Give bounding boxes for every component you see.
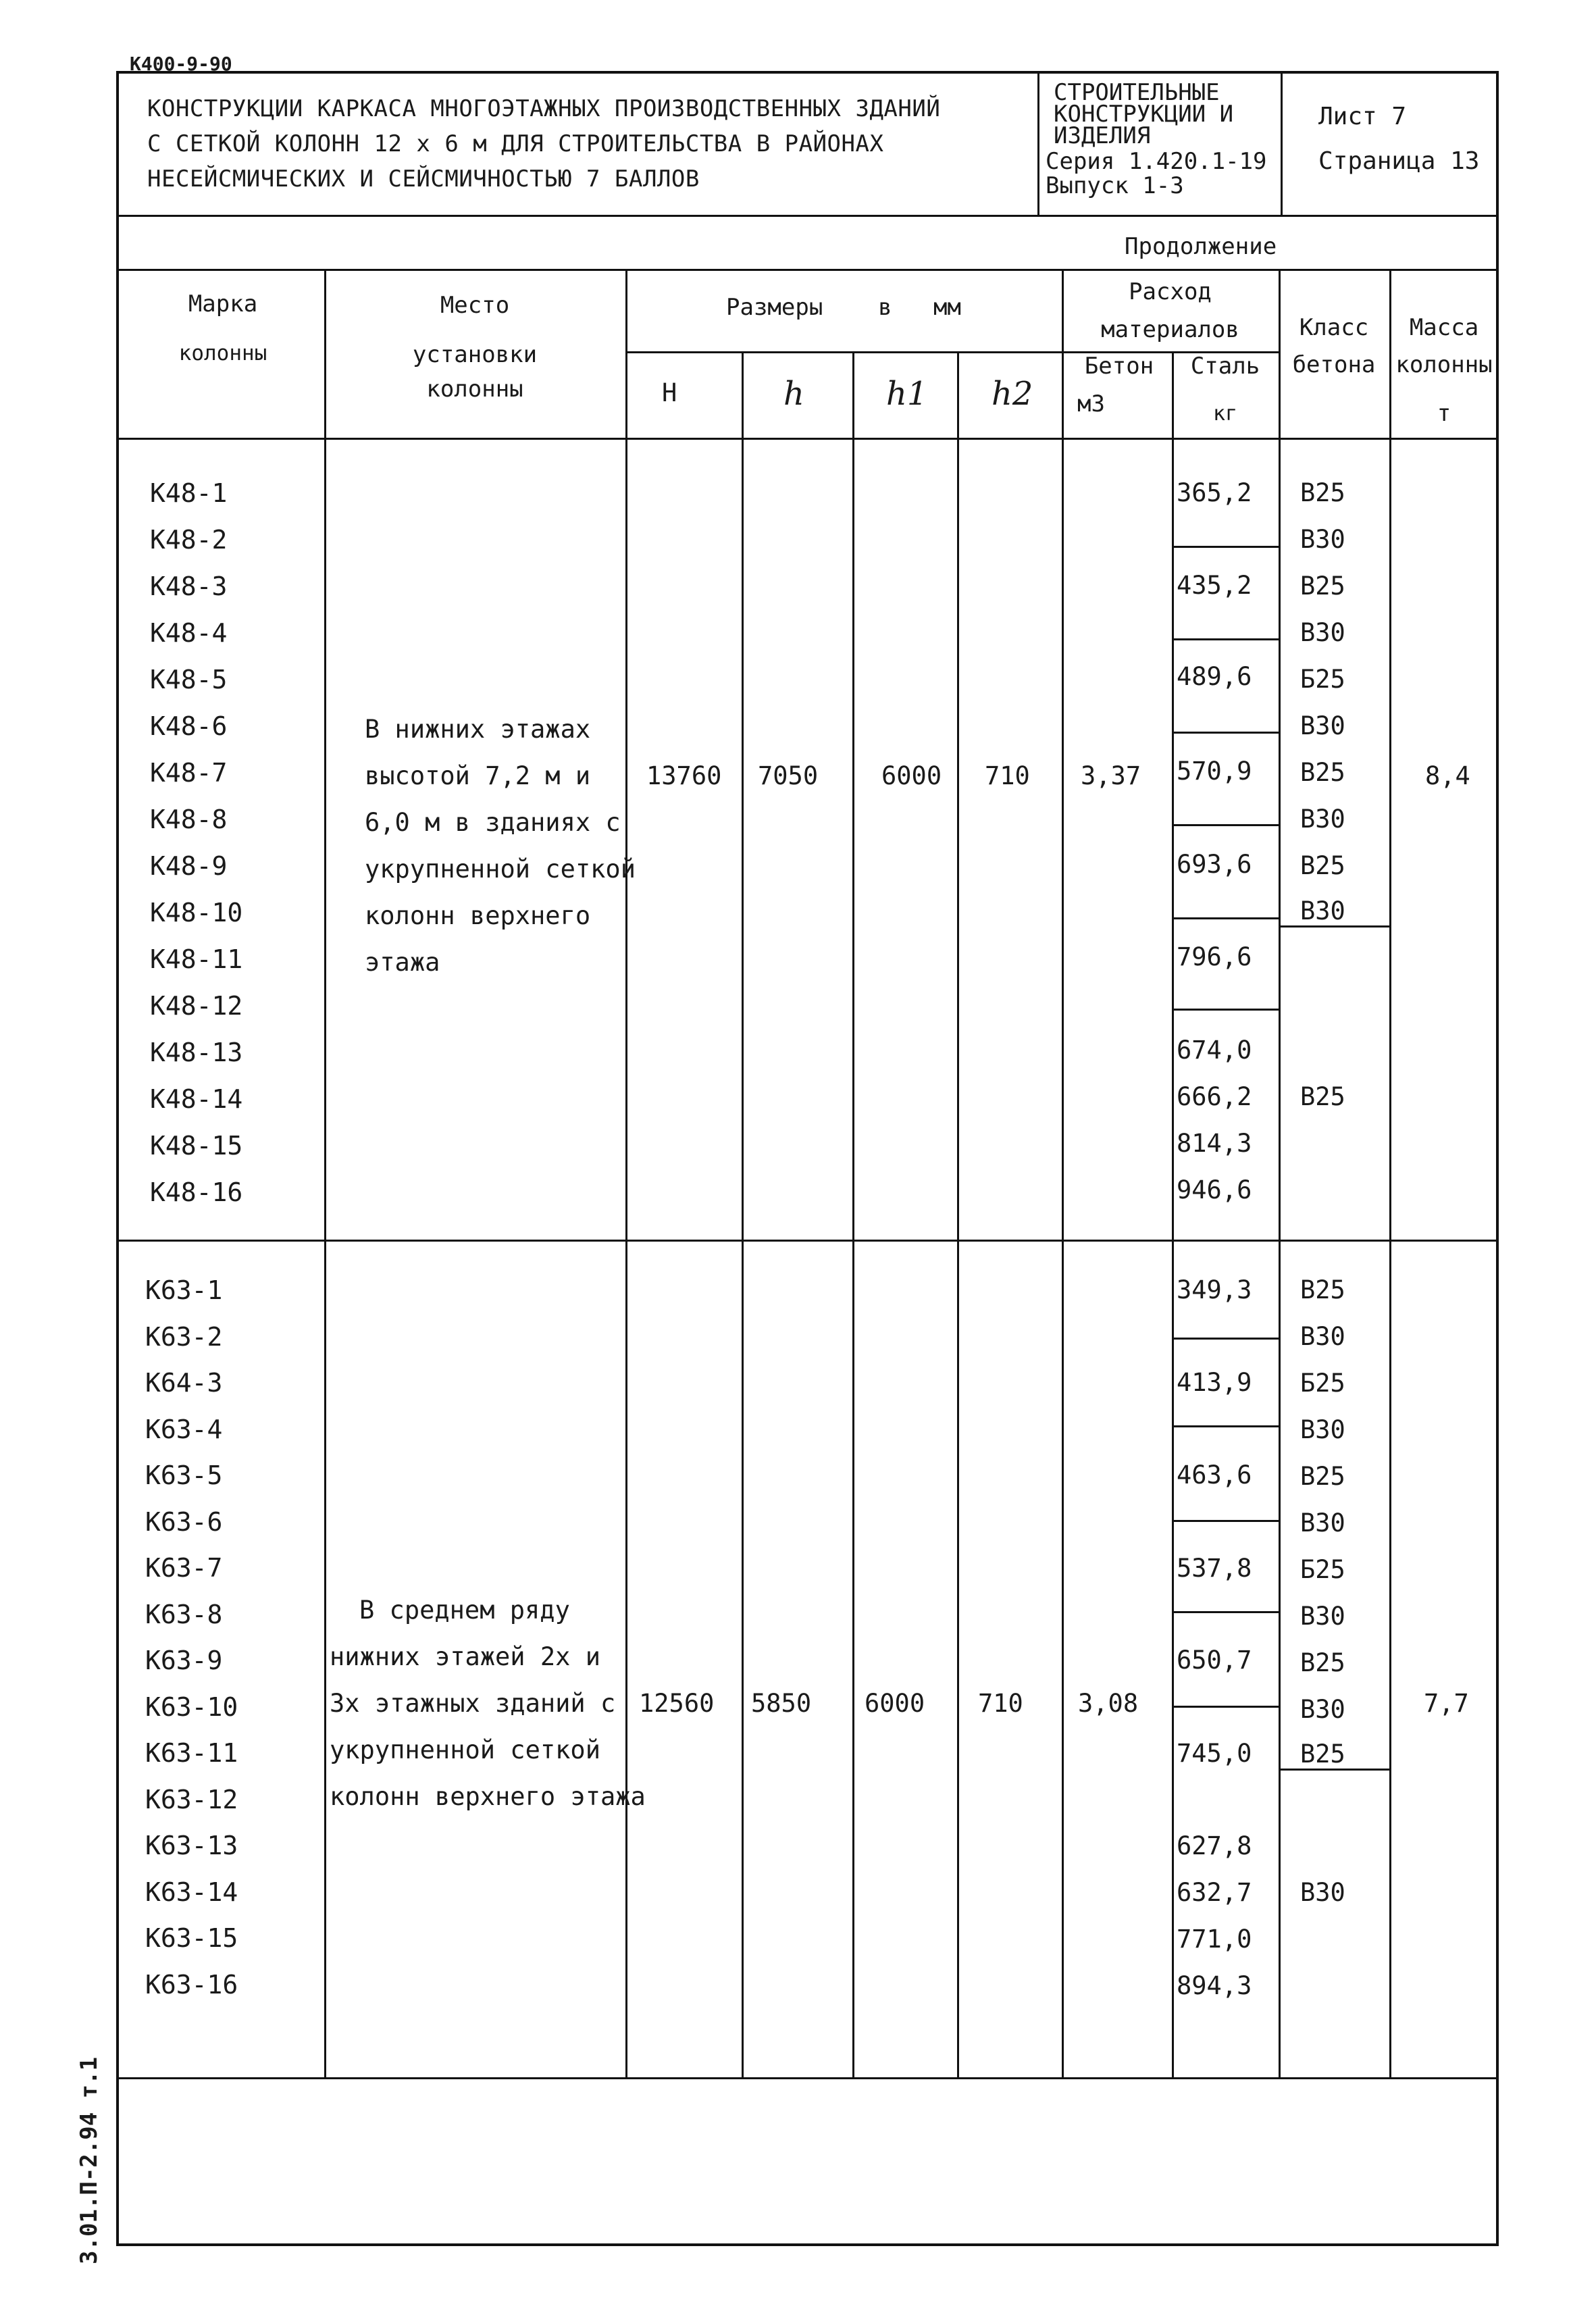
class-value: Б25 xyxy=(1300,665,1345,694)
page-label: Страница 13 xyxy=(1318,147,1480,175)
series-number: Серия 1.420.1-19 xyxy=(1046,148,1267,175)
header-steel-1: Сталь xyxy=(1190,353,1260,380)
column-mark: К63-10 xyxy=(145,1692,238,1722)
col-line-1 xyxy=(324,269,326,2077)
col-line-4 xyxy=(852,353,854,2077)
class-value: В30 xyxy=(1300,1695,1345,1724)
column-mark: К63-14 xyxy=(145,1877,238,1907)
header-h2: h2 xyxy=(992,375,1033,413)
group-1-mass: 8,4 xyxy=(1425,761,1470,790)
continuation-label: Продолжение xyxy=(1125,233,1277,260)
header-bottom-line xyxy=(116,438,1499,440)
document-code: К400-9-90 xyxy=(130,53,232,75)
steel-divider xyxy=(1172,732,1279,734)
class-value: В30 xyxy=(1300,1602,1345,1631)
column-mark: К48-7 xyxy=(150,758,228,788)
class-value: В25 xyxy=(1300,1648,1345,1677)
series-line-1: СТРОИТЕЛЬНЫЕ xyxy=(1054,79,1220,106)
steel-divider xyxy=(1172,1520,1279,1522)
col-line-8 xyxy=(1279,269,1281,2077)
col-line-3 xyxy=(742,353,744,2077)
header-place-2: установки xyxy=(412,341,538,368)
steel-divider xyxy=(1172,1706,1279,1708)
header-mass-1: Масса xyxy=(1409,314,1479,341)
steel-value: 632,7 xyxy=(1177,1878,1252,1907)
column-mark: К63-1 xyxy=(145,1275,223,1305)
group-2-H: 12560 xyxy=(639,1689,715,1718)
column-mark: К48-13 xyxy=(150,1038,243,1067)
place-line: В среднем ряду xyxy=(359,1596,570,1625)
title-bottom-line xyxy=(116,215,1499,217)
column-mark: К48-3 xyxy=(150,571,228,601)
column-mark: К63-9 xyxy=(145,1646,223,1675)
place-line: этажа xyxy=(365,948,440,977)
col-line-5 xyxy=(957,353,959,2077)
header-place-1: Место xyxy=(440,292,510,319)
steel-value: 666,2 xyxy=(1177,1082,1252,1111)
class-value: В25 xyxy=(1300,478,1345,507)
steel-divider xyxy=(1172,1611,1279,1613)
column-mark: К48-9 xyxy=(150,851,228,881)
group-2-h2: 710 xyxy=(978,1689,1023,1718)
steel-value: 435,2 xyxy=(1177,571,1252,600)
column-mark: К64-3 xyxy=(145,1368,223,1398)
place-line: укрупненной сеткой xyxy=(365,855,636,884)
header-steel-2: кг xyxy=(1212,402,1238,426)
column-mark: К48-15 xyxy=(150,1131,243,1161)
class-value: В25 xyxy=(1300,1275,1345,1304)
class-value: В30 xyxy=(1300,1878,1345,1907)
column-mark: К48-1 xyxy=(150,478,228,508)
place-line: нижних этажей 2х и xyxy=(330,1642,600,1671)
place-line: 6,0 м в зданиях с xyxy=(365,808,621,837)
steel-value: 771,0 xyxy=(1177,1925,1252,1954)
series-line-2: КОНСТРУКЦИИ И xyxy=(1054,101,1234,128)
class-value: В25 xyxy=(1300,758,1345,787)
column-mark: К63-12 xyxy=(145,1784,238,1814)
group-2-h: 5850 xyxy=(751,1689,812,1718)
place-line: высотой 7,2 м и xyxy=(365,761,591,790)
steel-value: 627,8 xyxy=(1177,1831,1252,1860)
steel-value: 796,6 xyxy=(1177,942,1252,971)
class-value: В25 xyxy=(1300,1462,1345,1491)
header-class-2: бетона xyxy=(1292,351,1376,378)
group-divider-line xyxy=(116,1240,1499,1242)
column-mark: К48-14 xyxy=(150,1084,243,1114)
column-mark: К48-11 xyxy=(150,944,243,974)
place-line: укрупненной сеткой xyxy=(330,1735,600,1764)
column-mark: К48-6 xyxy=(150,711,228,741)
steel-value: 650,7 xyxy=(1177,1646,1252,1675)
header-consumption-1: Расход xyxy=(1129,278,1212,305)
col-line-7 xyxy=(1172,351,1174,2077)
class-value: В25 xyxy=(1300,571,1345,601)
place-line: колонн верхнего xyxy=(365,901,591,930)
header-mass-2: колонны xyxy=(1395,351,1493,378)
steel-value: 489,6 xyxy=(1177,662,1252,691)
class-value: В30 xyxy=(1300,711,1345,740)
column-mark: К48-10 xyxy=(150,898,243,927)
column-mark: К63-4 xyxy=(145,1414,223,1444)
group-2-h1: 6000 xyxy=(865,1689,925,1718)
column-mark: К48-4 xyxy=(150,618,228,648)
steel-value: 946,6 xyxy=(1177,1175,1252,1204)
column-mark: К63-7 xyxy=(145,1553,223,1583)
class-value: В25 xyxy=(1300,1739,1345,1769)
steel-divider xyxy=(1172,638,1279,640)
steel-divider xyxy=(1172,546,1279,548)
header-sizes: Размеры в мм xyxy=(726,294,961,321)
steel-value: 413,9 xyxy=(1177,1368,1252,1397)
column-mark: К48-2 xyxy=(150,525,228,555)
steel-divider xyxy=(1172,824,1279,826)
class-value: В30 xyxy=(1300,618,1345,647)
steel-value: 894,3 xyxy=(1177,1971,1252,2000)
title-line-1: КОНСТРУКЦИИ КАРКАСА МНОГОЭТАЖНЫХ ПРОИЗВОДСТВЕННЫХ ЗДАНИЙ xyxy=(147,95,941,122)
group-1-h2: 710 xyxy=(985,761,1030,790)
column-mark: К63-11 xyxy=(145,1738,238,1768)
class-divider xyxy=(1279,1769,1389,1771)
header-h1: h1 xyxy=(886,375,928,413)
header-H: Н xyxy=(662,378,677,407)
series-line-3: ИЗДЕЛИЯ xyxy=(1054,122,1151,149)
column-mark: К48-12 xyxy=(150,991,243,1021)
steel-value: 674,0 xyxy=(1177,1036,1252,1065)
steel-value: 463,6 xyxy=(1177,1460,1252,1490)
group-1-h: 7050 xyxy=(758,761,819,790)
class-value: В30 xyxy=(1300,896,1345,925)
class-divider xyxy=(1279,925,1389,927)
class-value: В30 xyxy=(1300,1415,1345,1444)
column-mark: К63-13 xyxy=(145,1831,238,1860)
place-line: В нижних этажах xyxy=(365,715,591,744)
sizes-subheader-line xyxy=(625,351,1062,353)
col-line-6 xyxy=(1062,269,1064,2077)
header-place-3: колонны xyxy=(426,376,523,403)
group-1-H: 13760 xyxy=(646,761,722,790)
group-1-h1: 6000 xyxy=(881,761,942,790)
header-mark-1: Марка xyxy=(188,290,258,317)
steel-value: 570,9 xyxy=(1177,757,1252,786)
header-h: h xyxy=(783,375,804,413)
column-mark: К63-8 xyxy=(145,1599,223,1629)
issue-number: Выпуск 1-3 xyxy=(1046,172,1184,199)
title-line-2: С СЕТКОЙ КОЛОНН 12 х 6 м ДЛЯ СТРОИТЕЛЬСТВА В РАЙОНАХ xyxy=(147,130,884,157)
header-class-1: Класс xyxy=(1299,314,1369,341)
class-value: В30 xyxy=(1300,525,1345,554)
header-mark-2: колонны xyxy=(178,341,267,365)
header-concrete-1: Бетон xyxy=(1084,353,1154,380)
place-line: колонн верхнего этажа xyxy=(330,1782,646,1811)
steel-value: 745,0 xyxy=(1177,1739,1252,1768)
column-mark: К48-16 xyxy=(150,1177,243,1207)
steel-value: 365,2 xyxy=(1177,478,1252,507)
class-value: Б25 xyxy=(1300,1369,1345,1398)
column-mark: К63-6 xyxy=(145,1506,223,1537)
title-divider-1 xyxy=(1037,71,1039,216)
class-value: Б25 xyxy=(1300,1555,1345,1584)
header-mass-3: т xyxy=(1437,400,1451,427)
class-value: В25 xyxy=(1300,1082,1345,1111)
class-value: В30 xyxy=(1300,1508,1345,1537)
steel-divider xyxy=(1172,917,1279,919)
title-divider-2 xyxy=(1281,71,1283,216)
title-line-3: НЕСЕЙСМИЧЕСКИХ И СЕЙСМИЧНОСТЬЮ 7 БАЛЛОВ xyxy=(147,166,700,193)
table-bottom-line xyxy=(116,2077,1499,2079)
steel-divider xyxy=(1172,1338,1279,1340)
class-value: В30 xyxy=(1300,805,1345,834)
col-line-9 xyxy=(1389,269,1391,2077)
steel-divider xyxy=(1172,1009,1279,1011)
steel-value: 693,6 xyxy=(1177,850,1252,879)
place-line: 3х этажных зданий с xyxy=(330,1689,616,1718)
column-mark: К48-8 xyxy=(150,805,228,834)
group-2-concrete: 3,08 xyxy=(1078,1689,1139,1718)
column-mark: К48-5 xyxy=(150,665,228,694)
column-mark: К63-15 xyxy=(145,1923,238,1953)
steel-divider xyxy=(1172,1425,1279,1427)
column-mark: К63-2 xyxy=(145,1321,223,1352)
header-concrete-2: м3 xyxy=(1077,390,1105,417)
group-1-concrete: 3,37 xyxy=(1081,761,1141,790)
side-stamp: 3.01.П-2.94 т.1 xyxy=(76,2056,103,2264)
column-mark: К63-16 xyxy=(145,1969,238,2000)
steel-value: 349,3 xyxy=(1177,1275,1252,1304)
sheet-label: Лист 7 xyxy=(1318,103,1407,130)
column-mark: К63-5 xyxy=(145,1460,223,1490)
steel-value: 814,3 xyxy=(1177,1129,1252,1158)
steel-value: 537,8 xyxy=(1177,1554,1252,1583)
header-consumption-2: материалов xyxy=(1101,316,1239,343)
class-value: В30 xyxy=(1300,1322,1345,1351)
class-value: В25 xyxy=(1300,851,1345,880)
group-2-mass: 7,7 xyxy=(1424,1689,1469,1718)
